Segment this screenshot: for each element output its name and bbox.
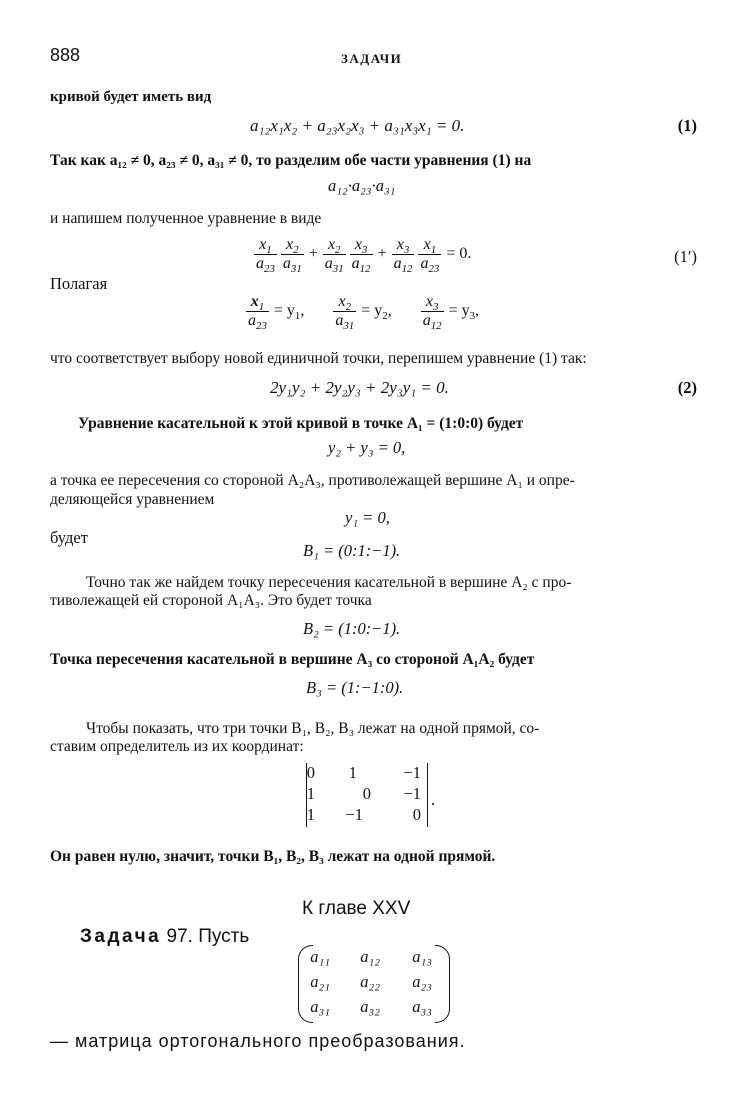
equation-1-prime: $\frac{x_1}{a_{23}}$ $\frac{x_2}{a_{31}}$ + $\frac{x_2}{a_{31}}$ $\frac{x_3}{a_{12}}$ + $\frac{x_3}{a_{12}}$ $\frac{x_1}{a_{23}}$ = 0. xyxy=(256,236,472,275)
text-line: и напишем полученное уравнение в виде xyxy=(50,210,322,227)
det-cell: −1 xyxy=(403,763,421,782)
matrix-cell: a₂₂ xyxy=(360,972,380,991)
text-line: Точно так же найдем точку пересечения касательной в вершине A₂ с про- xyxy=(86,574,572,591)
det-cell: 0 xyxy=(412,805,421,824)
text-line: — матрица ортогонального преобразования. xyxy=(50,1031,466,1051)
matrix-cell: a₃₁ xyxy=(310,997,330,1016)
equation-number: (1) xyxy=(677,116,697,135)
text-line: Точка пересечения касательной в вершине A₃ со стороной A₁A₂ будет xyxy=(50,651,535,668)
text-line: Чтобы показать, что три точки B₁, B₂, B₃ лежат на одной прямой, со- xyxy=(86,720,540,737)
det-period: . xyxy=(431,790,436,809)
text-line: тиволежащей ей стороной A₁A₃. Это будет точка xyxy=(50,592,372,609)
determinant xyxy=(306,763,428,827)
equation-number: (1′) xyxy=(674,247,697,266)
text-line: а точка ее пересечения со стороной A₂A₃, противолежащей вершине A₁ и опре- xyxy=(50,472,575,489)
tangent-equation: y₂ + y₃ = 0, xyxy=(328,438,406,457)
orthogonal-matrix xyxy=(298,945,450,1023)
side-equation: y₁ = 0, xyxy=(345,508,390,527)
point-B2: B₂ = (1:0:−1). xyxy=(303,619,401,638)
point-B3: B₃ = (1:−1:0). xyxy=(306,678,404,697)
matrix-cell: a₂₁ xyxy=(310,972,330,991)
det-cell: 1 xyxy=(306,805,315,824)
det-cell: −1 xyxy=(403,784,421,803)
matrix-cell: a₁₁ xyxy=(310,947,330,966)
text-line: что соответствует выбору новой единичной точки, перепишем уравнение (1) так: xyxy=(50,350,587,367)
text-line: ставим определитель из их координат: xyxy=(50,738,304,755)
running-title: ЗАДАЧИ xyxy=(341,51,403,66)
equation-1: a₁₂x₁x₂ + a₂₃x₂x₃ + a₃₁x₃x₁ = 0. xyxy=(250,116,465,135)
right-parenthesis xyxy=(435,945,450,1023)
text-line: Так как a₁₂ ≠ 0, a₂₃ ≠ 0, a₃₁ ≠ 0, то разделим обе части уравнения (1) на xyxy=(50,152,532,169)
text-line: деляющейся уравнением xyxy=(50,491,215,508)
text-line: кривой будет иметь вид xyxy=(50,89,212,105)
det-cell: 0 xyxy=(362,784,371,803)
matrix-cell: a₃₂ xyxy=(360,997,380,1016)
det-cell: 1 xyxy=(348,763,357,782)
text-line: Полагая xyxy=(50,274,108,293)
det-cell: 0 xyxy=(306,763,315,782)
substitution: $\frac{x_1}{a_{23}}$ = $y_1$, $\frac{x_2}{a_{31}}$ = $y_2$, $\frac{x_3}{a_{12}}$ = $y_3$, xyxy=(248,293,480,332)
matrix-cell: a₃₃ xyxy=(412,997,432,1016)
text-line: Он равен нулю, значит, точки B₁, B₂, B₃ лежат на одной прямой. xyxy=(50,848,496,865)
chapter-heading: К главе XXV xyxy=(302,898,411,919)
point-B1: B₁ = (0:1:−1). xyxy=(303,541,401,560)
det-cell: 1 xyxy=(306,784,315,803)
product-expression: a₁₂·a₂₃·a₃₁ xyxy=(328,176,396,195)
equation-2: 2y₁y₂ + 2y₂y₃ + 2y₃y₁ = 0. xyxy=(270,378,449,397)
problem-label: Задача xyxy=(80,926,162,947)
equation-number: (2) xyxy=(677,378,697,397)
det-cell: −1 xyxy=(345,805,363,824)
matrix-cell: a₁₃ xyxy=(412,947,432,966)
problem-number-text: 97. Пусть xyxy=(166,926,250,947)
matrix-cell: a₂₃ xyxy=(412,972,432,991)
text-line: Уравнение касательной к этой кривой в точке A₁ = (1:0:0) будет xyxy=(78,415,524,432)
text-line: будет xyxy=(50,528,88,547)
matrix-cell: a₁₂ xyxy=(360,947,380,966)
page-number: 888 xyxy=(50,45,81,65)
problem-heading xyxy=(80,925,249,949)
